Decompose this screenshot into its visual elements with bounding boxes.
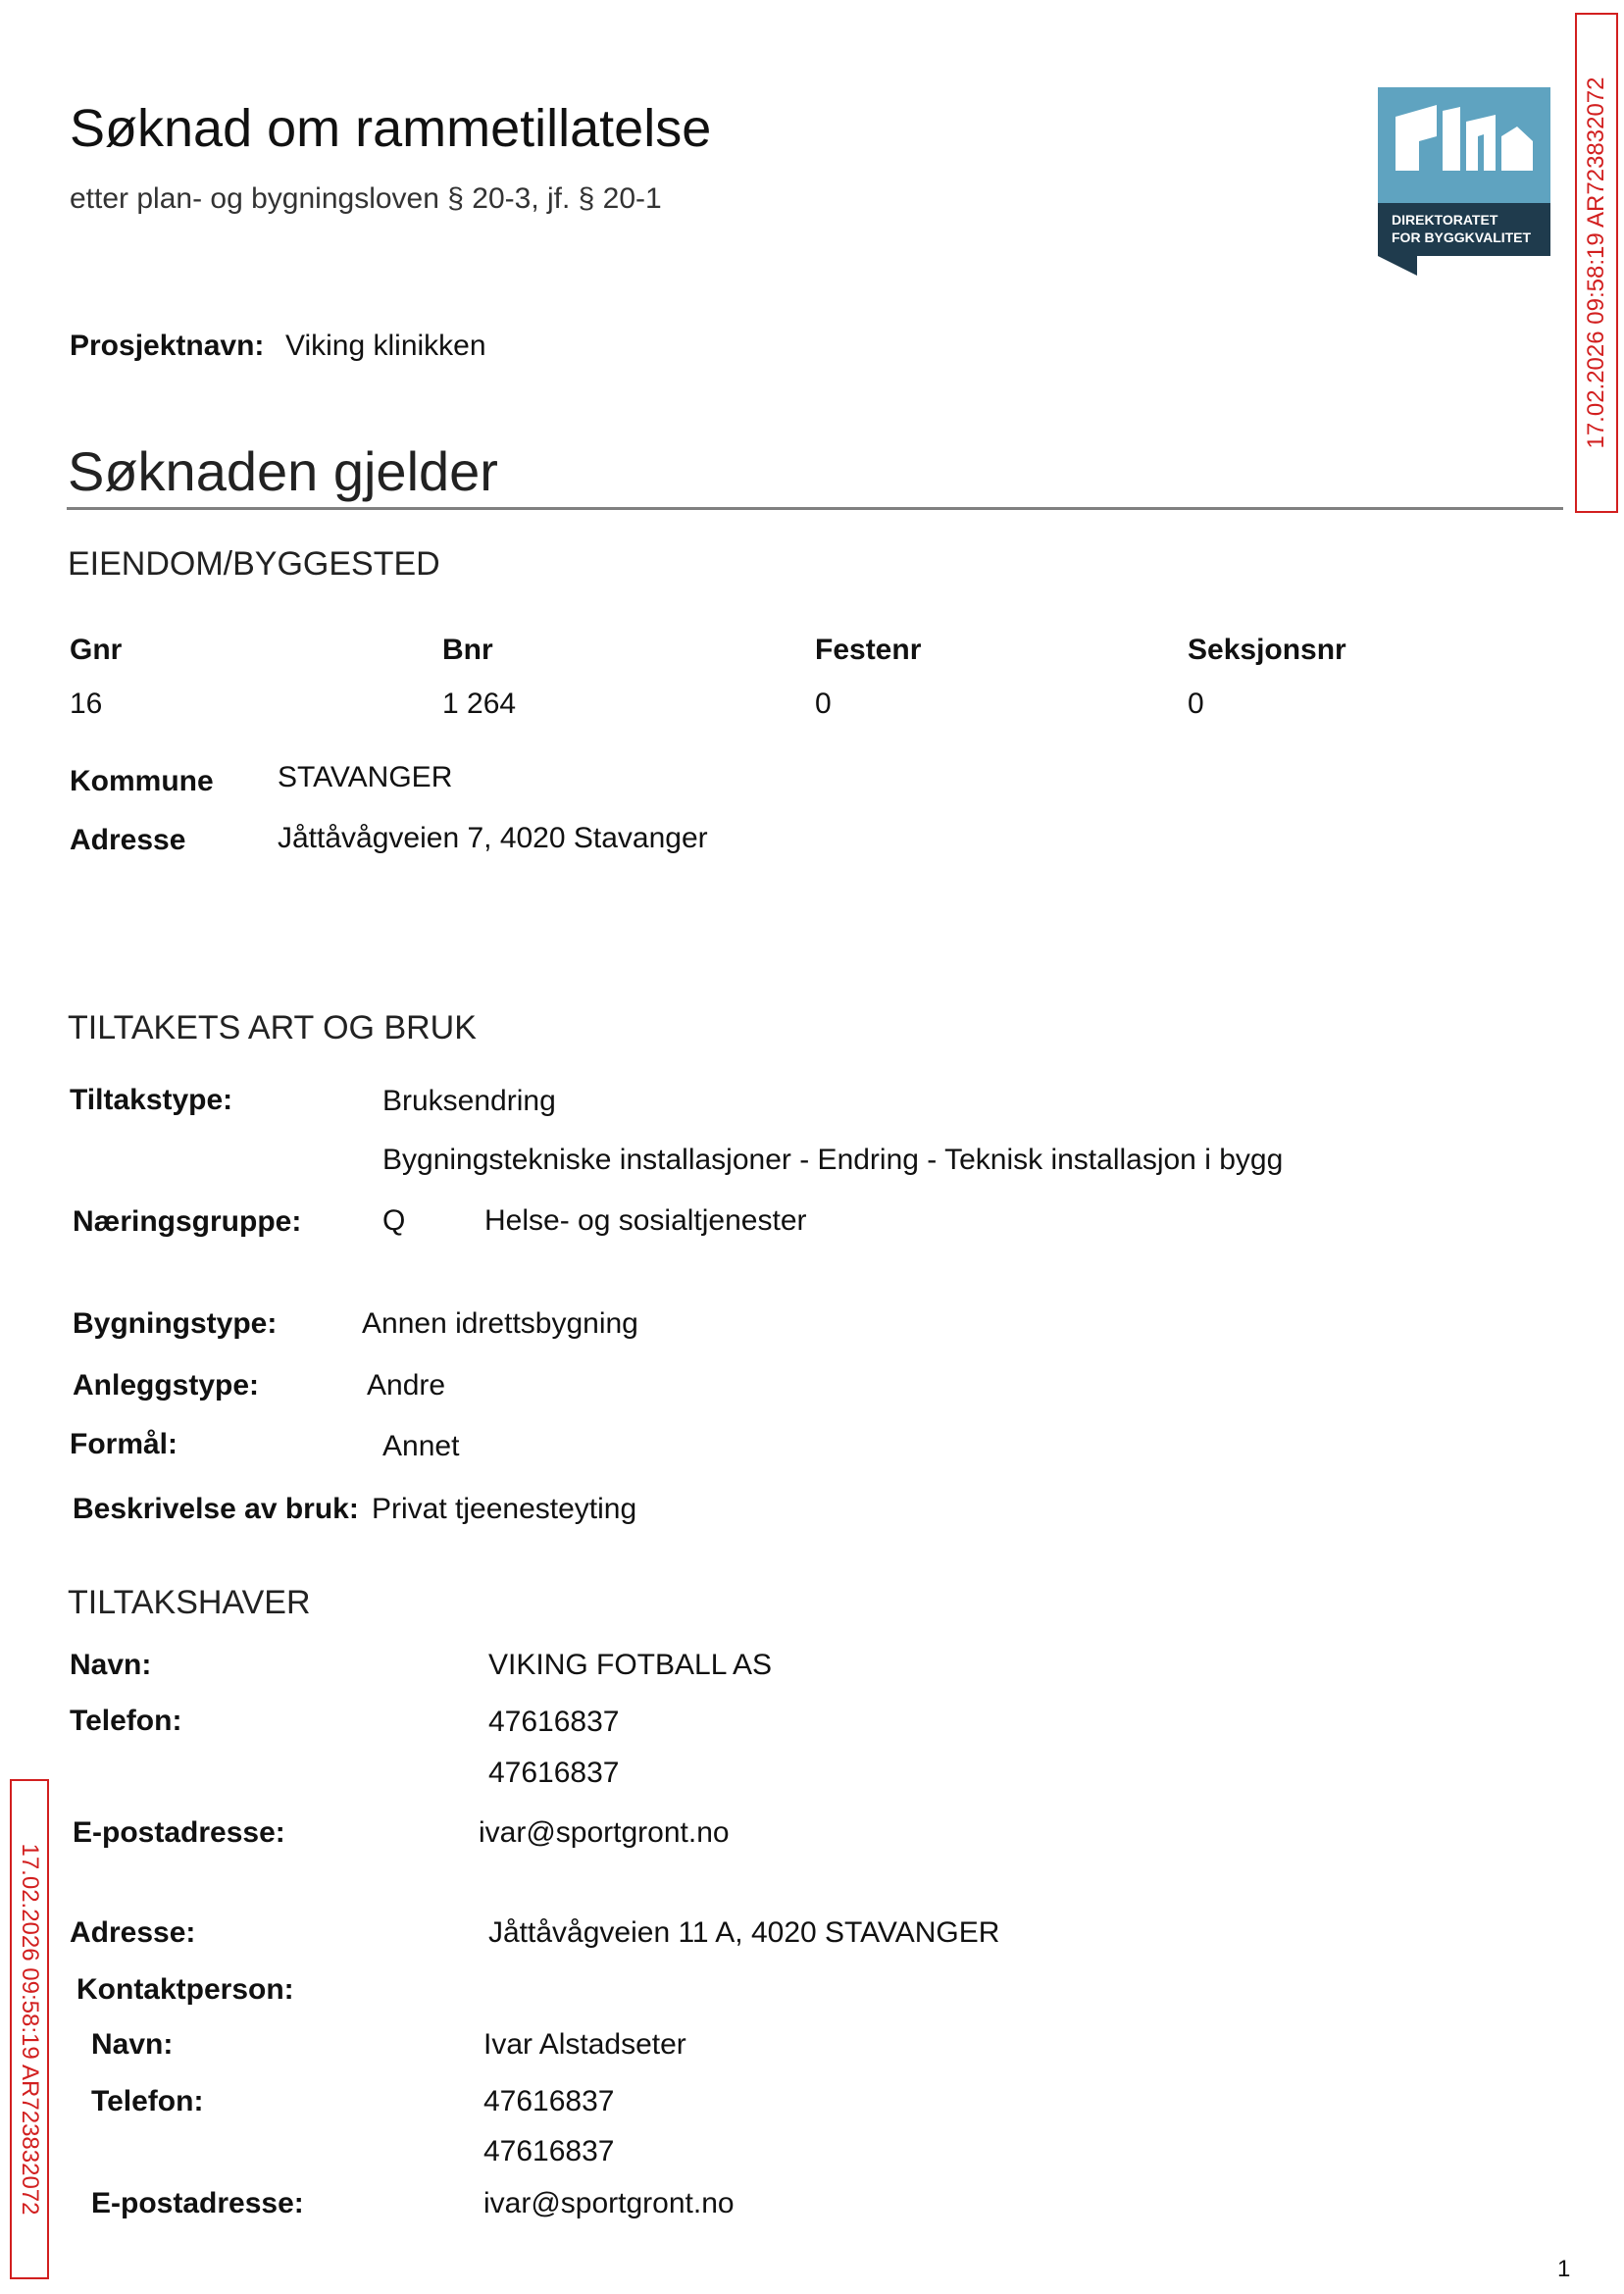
gnr-label: Gnr [70, 634, 123, 666]
kontakt-navn-label: Navn: [91, 2028, 174, 2061]
tiltakshaver-telefon-label: Telefon: [70, 1705, 182, 1737]
timestamp-stamp-bottom [10, 1779, 49, 2279]
kontakt-telefon-label: Telefon: [91, 2085, 204, 2117]
bygningstype-label: Bygningstype: [73, 1307, 278, 1340]
stamp-text: 17.02.2026 09:58:19 AR723832072 [1583, 76, 1609, 449]
kommune-label: Kommune [70, 765, 214, 797]
tiltakshaver-adresse-value: Jåttåvågveien 11 A, 4020 STAVANGER [488, 1916, 1000, 1949]
beskrivelse-value: Privat tjeenesteyting [372, 1493, 637, 1525]
seksjonsnr-value: 0 [1188, 688, 1204, 720]
tiltakshaver-heading: TILTAKSHAVER [68, 1584, 311, 1621]
dibk-logo-graphic [1378, 87, 1550, 276]
bnr-value: 1 264 [442, 688, 517, 720]
formal-label: Formål: [70, 1428, 178, 1460]
project-name-value: Viking klinikken [285, 330, 486, 362]
property-heading: EIENDOM/BYGGESTED [68, 545, 440, 583]
tiltakshaver-telefon-value-1: 47616837 [488, 1706, 620, 1738]
kommune-value: STAVANGER [278, 761, 453, 793]
anleggstype-label: Anleggstype: [73, 1369, 260, 1402]
tiltakstype-value-1: Bruksendring [382, 1085, 556, 1117]
gnr-value: 16 [70, 688, 103, 720]
dibk-logo [1378, 87, 1550, 276]
adresse-label: Adresse [70, 824, 186, 856]
seksjonsnr-label: Seksjonsnr [1188, 634, 1346, 666]
timestamp-stamp-top [1575, 13, 1618, 513]
kontakt-epost-value: ivar@sportgront.no [483, 2187, 735, 2219]
bygningstype-value: Annen idrettsbygning [362, 1307, 638, 1340]
kontakt-telefon-value-1: 47616837 [483, 2085, 615, 2117]
formal-value: Annet [382, 1430, 460, 1462]
document-subtitle: etter plan- og bygningsloven § 20-3, jf. § 20-1 [70, 182, 662, 215]
section-divider [67, 507, 1563, 510]
naeringsgruppe-label: Næringsgruppe: [73, 1205, 302, 1238]
festenr-value: 0 [815, 688, 832, 720]
beskrivelse-label: Beskrivelse av bruk: [73, 1493, 359, 1525]
kontakt-navn-value: Ivar Alstadseter [483, 2028, 686, 2061]
festenr-label: Festenr [815, 634, 922, 666]
bnr-label: Bnr [442, 634, 493, 666]
anleggstype-value: Andre [367, 1369, 446, 1402]
tiltakshaver-navn-value: VIKING FOTBALL AS [488, 1649, 772, 1681]
kontaktperson-label: Kontaktperson: [76, 1973, 294, 2006]
tiltakshaver-telefon-value-2: 47616837 [488, 1757, 620, 1789]
kontakt-epost-label: E-postadresse: [91, 2187, 304, 2219]
tiltakstype-value-2: Bygningstekniske installasjoner - Endring - Teknisk installasjon i bygg [382, 1144, 1284, 1176]
page-number: 1 [1557, 2256, 1571, 2282]
tiltak-heading: TILTAKETS ART OG BRUK [68, 1009, 477, 1046]
tiltakstype-label: Tiltakstype: [70, 1084, 233, 1116]
tiltakshaver-epost-value: ivar@sportgront.no [479, 1816, 730, 1849]
tiltakshaver-adresse-label: Adresse: [70, 1916, 196, 1949]
document-title: Søknad om rammetillatelse [70, 99, 712, 158]
naeringsgruppe-value: Helse- og sosialtjenester [484, 1204, 807, 1237]
tiltakshaver-epost-label: E-postadresse: [73, 1816, 285, 1849]
logo-line1: DIREKTORATET [1392, 212, 1498, 228]
project-name-label: Prosjektnavn: [70, 330, 265, 362]
stamp-text: 17.02.2026 09:58:19 AR723832072 [17, 1843, 43, 2216]
tiltakshaver-navn-label: Navn: [70, 1649, 152, 1681]
logo-line2: FOR BYGGKVALITET [1392, 229, 1532, 245]
naeringsgruppe-code: Q [382, 1204, 406, 1237]
kontakt-telefon-value-2: 47616837 [483, 2135, 615, 2167]
section-title: Søknaden gjelder [68, 440, 498, 502]
adresse-value: Jåttåvågveien 7, 4020 Stavanger [278, 822, 708, 854]
